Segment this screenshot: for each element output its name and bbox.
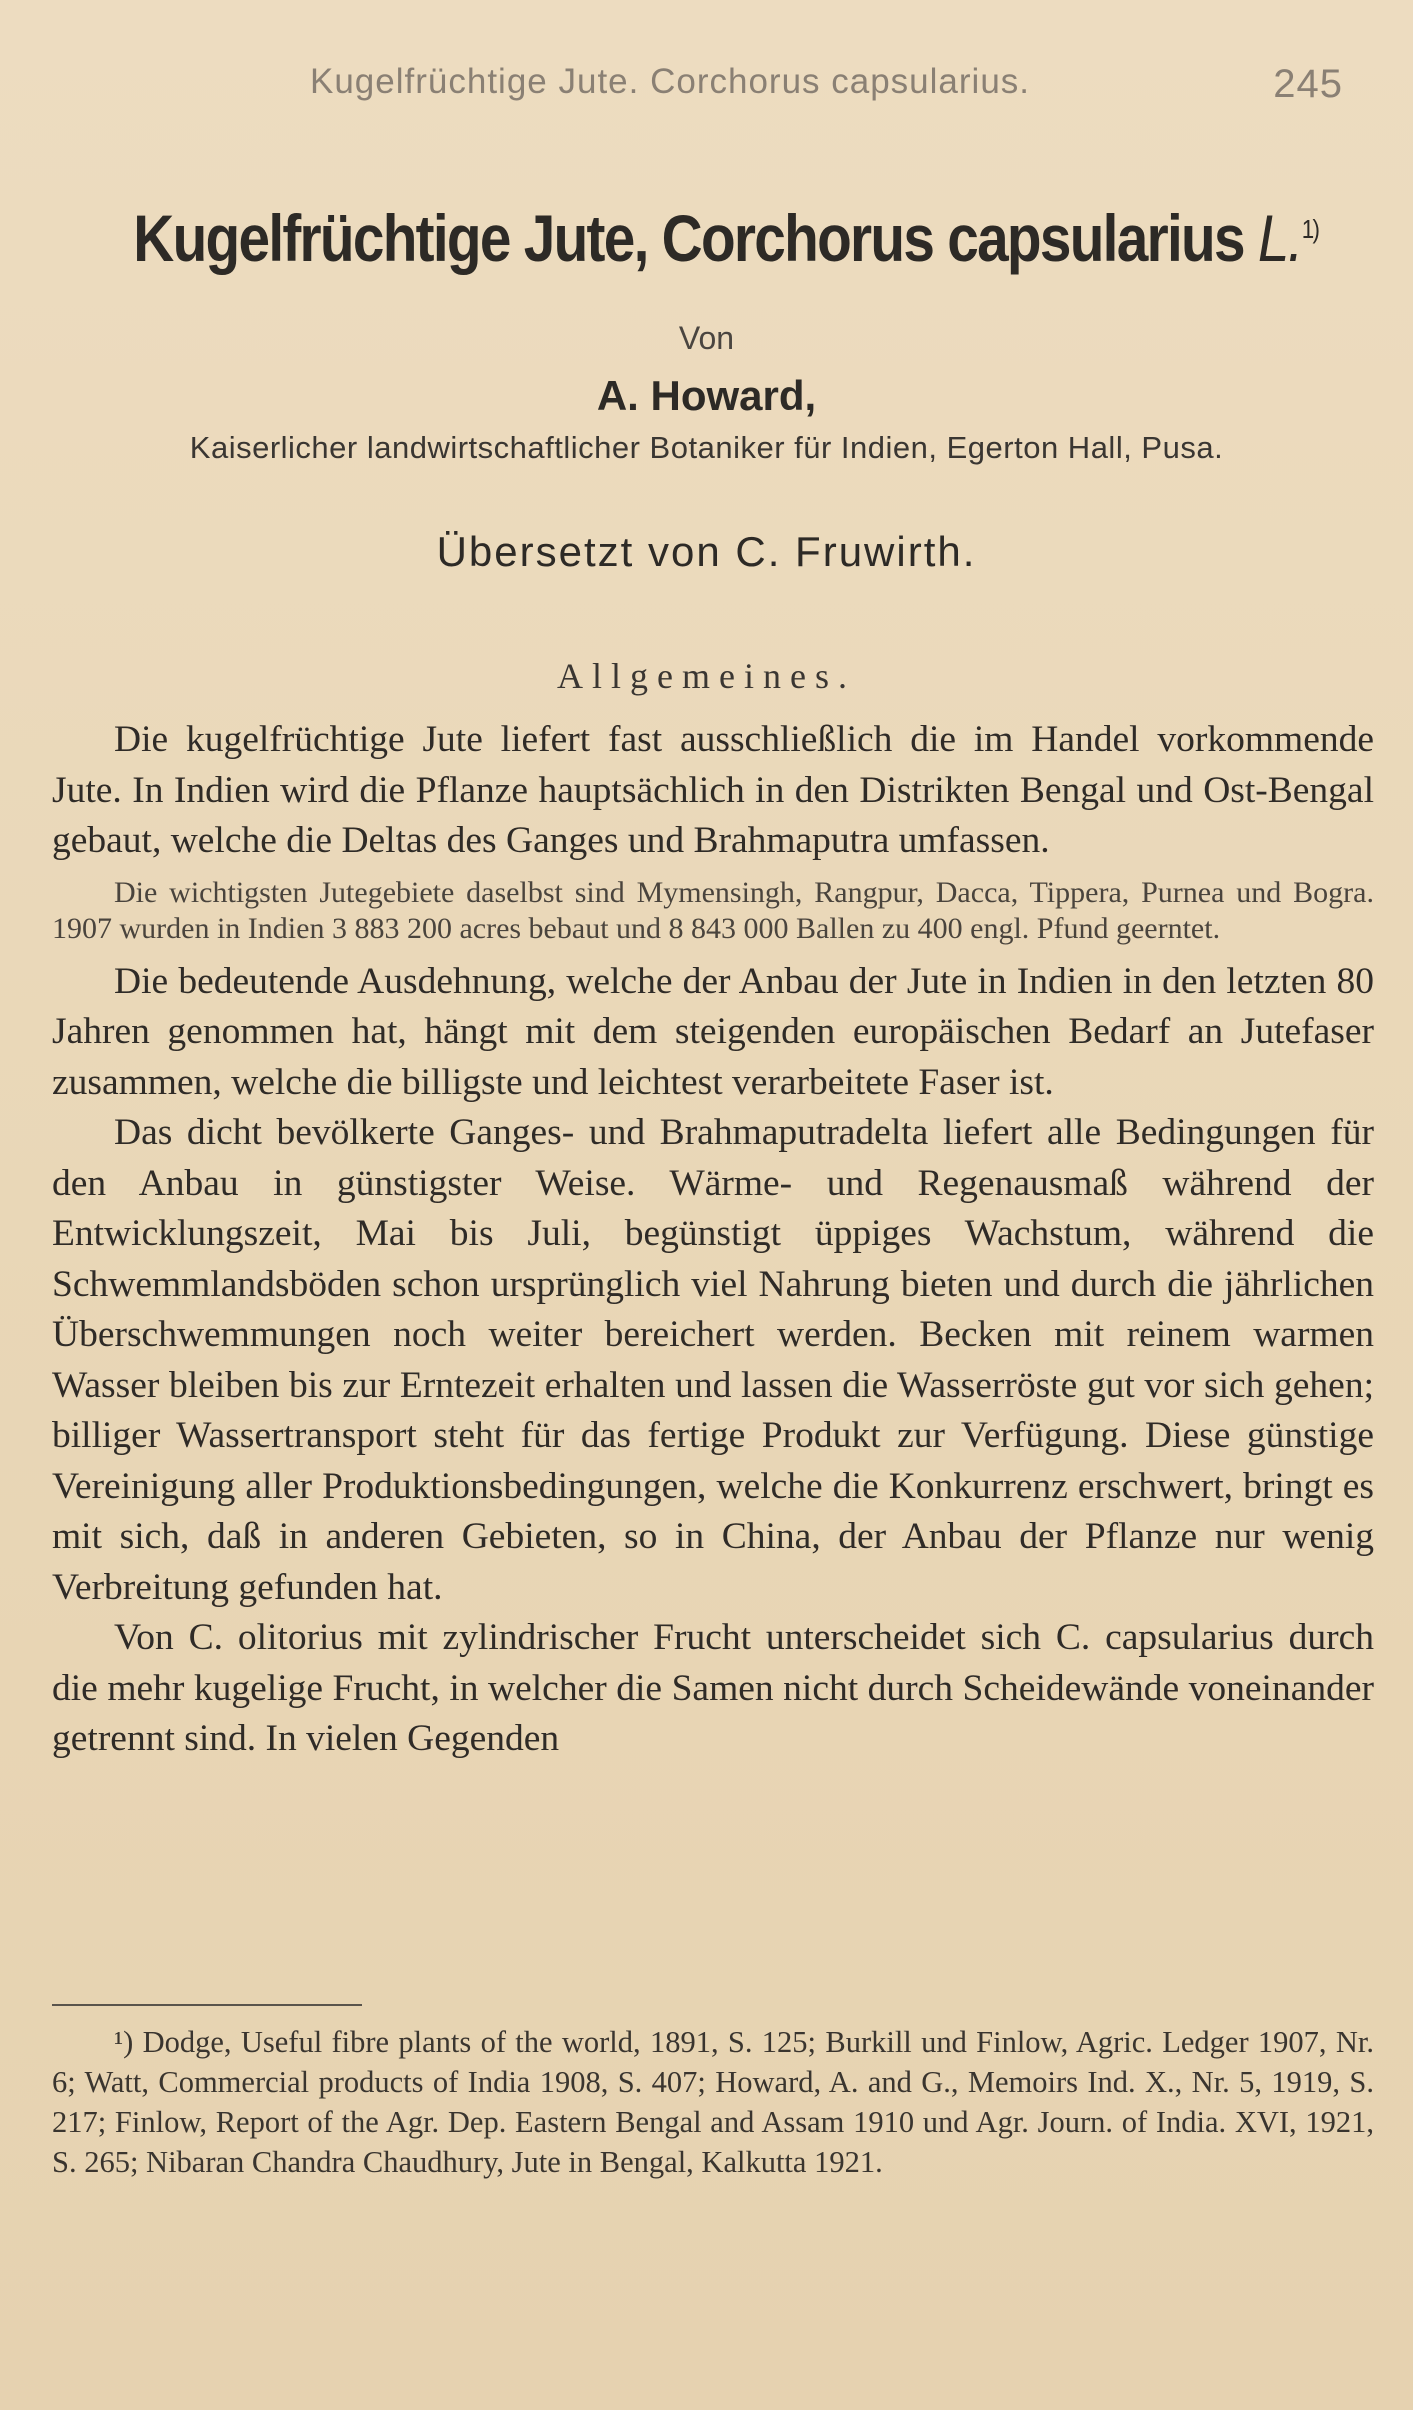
paragraph-2-small: Die wichtigsten Jutegebiete daselbst sind Mymensingh, Rangpur, Dacca, Tippera, Purnea und Bogra. 1907 wurden in Indien 3 883 200 acres bebaut und 8 843 000 Ballen zu 400 engl. Pfund geerntet. (52, 875, 1374, 945)
author-name: A. Howard, (596, 372, 817, 419)
footnote: ¹) Dodge, Useful fibre plants of the world, 1891, S. 125; Burkill und Finlow, Agric. Ledger 1907, Nr. 6; Watt, Commercial products of India 1908, S. 407; Howard, A. and G., Memoirs Ind. X., Nr. 5, 1919, S. 217; Finlow, Report of the Agr. Dep. Eastern Bengal and Assam 1910 und Agr. Journ. of India. XVI, 1921, S. 265; Nibaran Chandra Chaudhury, Jute in Bengal, Kalkutta 1921. (52, 2025, 1374, 2179)
paragraph-1: Die kugelfrüchtige Jute liefert fast ausschließlich die im Handel vorkommende Jute. In Indien wird die Pflanze hauptsächlich in den Distrikten Bengal und Ost-Bengal gebaut, welche die Deltas des Ganges und Brahmaputra umfassen. (52, 719, 1374, 861)
body-text (52, 715, 1374, 1765)
footnote-rule (52, 2004, 362, 2006)
paragraph-3: Die bedeutende Ausdehnung, welche der Anbau der Jute in Indien in den letzten 80 Jahren genommen hat, hängt mit dem steigenden europäischen Bedarf an Jutefaser zusammen, welche die billigste und leichtest verarbeitete Faser ist. (52, 960, 1374, 1103)
translator-line: Übersetzt von C. Fruwirth. (436, 528, 977, 575)
running-head-title: Kugelfrüchtige Jute. Corchorus capsularius. (310, 62, 1031, 101)
byline-von: Von (678, 320, 735, 356)
paragraph-4: Das dicht bevölkerte Ganges- und Brahmaputradelta liefert alle Bedingungen für den Anbau in günstigster Weise. Wärme- und Regenausmaß während der Entwicklungszeit, Mai bis Juli, begünstigt üppiges Wachstum, während die Schwemmlandsböden schon ursprünglich viel Nahrung bieten und durch die jährlichen Überschwemmungen noch weiter bereichert werden. Becken mit reinem warmen Wasser bleiben bis zur Erntezeit erhalten und lassen die Wasserröste gut vor sich gehen; billiger Wassertransport steht für das fertige Produkt zur Verfügung. Diese günstige Vereinigung aller Produktionsbedingungen, welche die Konkurrenz erschwert, bringt es mit sich, daß in anderen Gebieten, so in China, der Anbau der Pflanze nur wenig Verbreitung gefunden hat. (52, 1112, 1374, 1608)
page-number: 245 (1273, 62, 1343, 106)
article-title (133, 200, 1319, 276)
article-title-main: Kugelfrüchtige Jute, Corchorus capsularius (133, 201, 1244, 275)
section-heading: Allgemeines. (557, 656, 856, 696)
author-affiliation: Kaiserlicher landwirtschaftlicher Botaniker für Indien, Egerton Hall, Pusa. (189, 430, 1224, 465)
title-footnote-mark: 1) (1301, 214, 1319, 244)
paragraph-5: Von C. olitorius mit zylindrischer Frucht unterscheidet sich C. capsularius durch die mehr kugelige Frucht, in welcher die Samen nicht durch Scheidewände voneinander getrennt sind. In vielen Gegenden (52, 1617, 1374, 1759)
article-title-author-abbrev: L. (1257, 201, 1302, 275)
